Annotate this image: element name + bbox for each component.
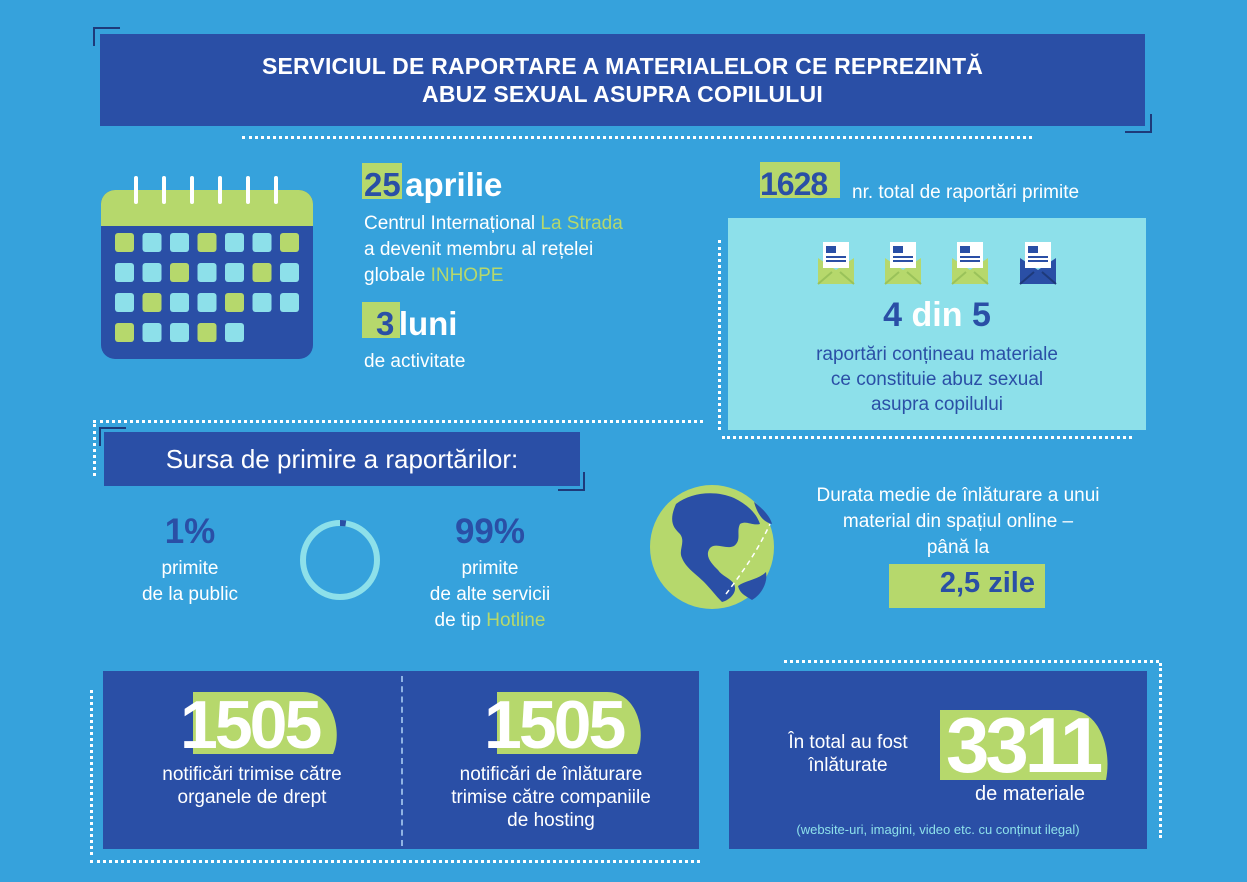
calendar-day-cell	[225, 233, 244, 252]
calendar-day-cell	[253, 293, 272, 312]
page-title-banner	[100, 34, 1145, 126]
calendar-day-cell	[198, 263, 217, 282]
source-header-banner	[104, 432, 580, 486]
hotline-caption: de alte servicii	[429, 584, 551, 605]
membership-line2: a devenit membru al rețelei	[364, 239, 594, 260]
la-strada-label: La Strada	[540, 213, 623, 234]
calendar-day-cell	[170, 233, 189, 252]
calendar-day-cell	[225, 263, 244, 282]
calendar-day-cell	[253, 263, 272, 282]
hosting-notifications-text	[403, 763, 699, 832]
calendar-day-cell	[198, 233, 217, 252]
reports-total-label: nr. total de raportări primite	[852, 182, 1080, 203]
calendar-day-cell	[115, 323, 134, 342]
dotted-divider	[93, 424, 96, 476]
corner-accent	[556, 470, 586, 492]
removed-materials-number: 3311	[946, 701, 1100, 789]
reports-desc-line: raportări conțineau materiale	[816, 344, 1058, 365]
membership-line1: Centrul Internațional	[364, 213, 541, 234]
police-text-line: notificări trimise către	[162, 764, 342, 785]
inhope-label: INHOPE	[430, 265, 504, 286]
calendar-day-cell	[170, 323, 189, 342]
membership-day: 25	[364, 166, 401, 203]
ratio-total: 5	[971, 296, 991, 334]
removal-time-line: până la	[926, 537, 990, 558]
police-notifications-text	[103, 763, 401, 809]
calendar-day-cell	[198, 323, 217, 342]
hotline-caption: de tip	[434, 610, 487, 631]
calendar-icon	[101, 176, 313, 359]
calendar-day-cell	[253, 233, 272, 252]
calendar-day-cell	[115, 293, 134, 312]
globe-icon	[646, 484, 778, 610]
calendar-day-cell	[143, 323, 162, 342]
removal-time-text	[768, 483, 1148, 561]
removed-lead-line: înlăturate	[808, 755, 888, 776]
hosting-text-line: de hosting	[507, 810, 595, 831]
hosting-text-line: trimise către companiile	[451, 787, 651, 808]
removed-materials-unit: de materiale	[974, 783, 1086, 805]
removed-lead-line: În total au fost	[788, 732, 908, 753]
calendar-day-cell	[143, 233, 162, 252]
activity-caption: de activitate	[364, 351, 466, 372]
membership-date	[364, 166, 502, 204]
membership-line3: globale	[364, 265, 431, 286]
donut-hotline-ring	[303, 523, 377, 597]
membership-month: aprilie	[405, 166, 503, 203]
calendar-day-cell	[225, 293, 244, 312]
source-public	[110, 512, 270, 608]
reports-total: 1628	[760, 166, 828, 202]
envelope-icon	[816, 240, 856, 286]
calendar-day-cell	[170, 263, 189, 282]
page-title	[262, 52, 983, 108]
dotted-divider	[1159, 663, 1162, 838]
dotted-divider	[722, 436, 1132, 439]
source-header: Sursa de primire a raportărilor:	[165, 443, 519, 474]
dotted-divider	[90, 690, 93, 855]
reports-content-box	[728, 218, 1146, 430]
source-hotline	[400, 512, 580, 634]
calendar-day-cell	[170, 293, 189, 312]
calendar-day-cell	[143, 263, 162, 282]
dotted-divider	[718, 240, 721, 430]
corner-accent	[92, 26, 122, 48]
hotline-caption: primite	[461, 558, 519, 579]
corner-accent	[98, 426, 128, 448]
reports-desc-line: asupra copilului	[870, 394, 1004, 415]
dotted-divider	[784, 660, 1159, 663]
calendar-day-cell	[143, 293, 162, 312]
page-title-line-1: SERVICIUL DE RAPORTARE A MATERIALELOR CE REPREZINTĂ	[261, 53, 984, 79]
activity-duration	[376, 305, 457, 343]
page-title-line-2: ABUZ SEXUAL ASUPRA COPILULUI	[422, 81, 823, 107]
calendar-day-cell	[280, 233, 299, 252]
public-caption: primite	[161, 558, 219, 579]
public-percent: 1%	[164, 512, 216, 551]
hotline-label: Hotline	[486, 610, 546, 631]
calendar-day-cell	[198, 293, 217, 312]
calendar-day-cell	[280, 293, 299, 312]
dotted-divider	[90, 860, 700, 863]
ratio-word: din	[911, 296, 963, 334]
envelope-icon	[883, 240, 923, 286]
police-text-line: organele de drept	[177, 787, 327, 808]
reports-ratio	[728, 296, 1146, 335]
removal-time-value: 2,5 zile	[939, 567, 1035, 599]
reports-desc-line: ce constituie abuz sexual	[830, 369, 1044, 390]
corner-accent	[1123, 112, 1153, 134]
calendar-day-cell	[115, 233, 134, 252]
source-donut-chart	[298, 518, 382, 602]
removed-lead-text	[738, 731, 958, 777]
public-caption: de la public	[141, 584, 239, 605]
activity-unit: luni	[398, 305, 458, 342]
membership-text	[364, 211, 714, 289]
ratio-part: 4	[883, 296, 903, 334]
hosting-notifications-number: 1505	[484, 687, 624, 763]
calendar-day-cell	[225, 323, 244, 342]
hotline-percent: 99%	[454, 512, 526, 551]
activity-number: 3	[376, 305, 395, 342]
dotted-divider	[242, 136, 1032, 139]
hosting-text-line: notificări de înlăturare	[459, 764, 643, 785]
reports-description	[728, 342, 1146, 417]
removal-time-line: Durata medie de înlăturare a unui	[816, 485, 1100, 506]
calendar-day-cell	[280, 263, 299, 282]
removal-time-line: material din spațiul online –	[842, 511, 1074, 532]
envelope-icon	[950, 240, 990, 286]
envelope-icon-highlighted	[1018, 240, 1058, 286]
calendar-day-cell	[115, 263, 134, 282]
removed-materials-note: (website-uri, imagini, video etc. cu conținut ilegal)	[796, 822, 1080, 837]
dotted-divider	[93, 420, 703, 423]
police-notifications-number: 1505	[180, 687, 320, 763]
